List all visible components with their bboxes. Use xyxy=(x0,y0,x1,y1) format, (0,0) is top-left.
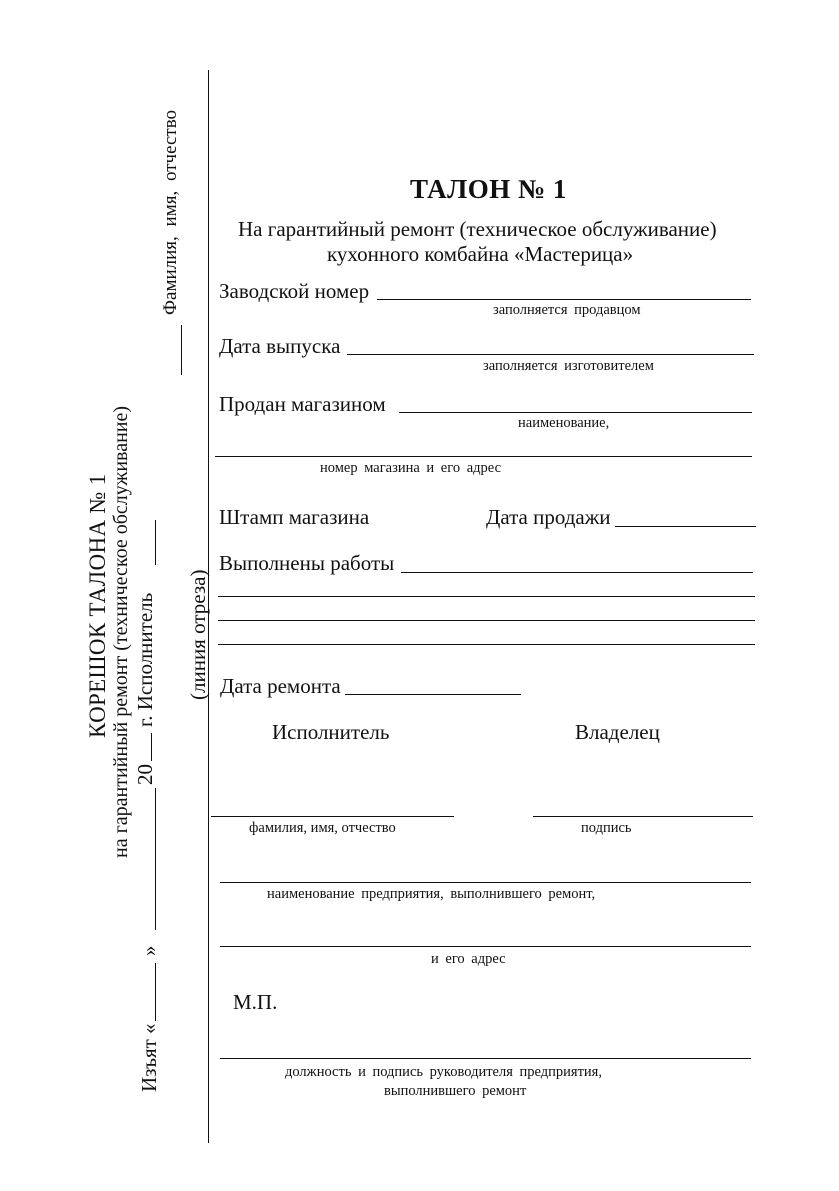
owner-label: Владелец xyxy=(575,720,660,744)
address-hint: и его адрес xyxy=(431,951,506,967)
owner-signature-field[interactable] xyxy=(533,816,753,817)
repair-date-field[interactable] xyxy=(345,694,521,695)
stub-year-blank xyxy=(151,733,152,761)
release-date-label: Дата выпуска xyxy=(219,334,341,358)
coupon-subtitle-line1: На гарантийный ремонт (техническое обслуживание) xyxy=(238,217,717,241)
stub-subtitle: на гарантийный ремонт (техническое обслуживание) xyxy=(110,405,132,858)
sale-date-field[interactable] xyxy=(615,526,756,527)
release-date-field[interactable] xyxy=(347,354,754,355)
signature-hint: подпись xyxy=(581,820,632,836)
head-hint-line2: выполнившего ремонт xyxy=(384,1083,527,1099)
shop-address-hint: номер магазина и его адрес xyxy=(320,460,502,476)
stub-month-blank-line xyxy=(155,788,156,930)
executor-fio-field[interactable] xyxy=(211,816,454,817)
serial-field[interactable] xyxy=(377,299,751,300)
stub-title: КОРЕШОК ТАЛОНА № 1 xyxy=(85,473,110,738)
sold-by-field[interactable] xyxy=(399,412,752,413)
works-label: Выполнены работы xyxy=(219,551,395,575)
stub-year-line xyxy=(133,555,159,785)
works-field-4[interactable] xyxy=(218,644,755,645)
stub-date-prefix: Изъят « xyxy=(137,1023,161,1092)
sale-date-label: Дата продажи xyxy=(486,505,611,529)
stub-removal-date xyxy=(137,892,163,1092)
stub-day-blank xyxy=(155,963,156,1021)
sold-by-hint: наименование, xyxy=(518,415,610,431)
fio-hint: фамилия, имя, отчество xyxy=(249,820,396,836)
enterprise-address-field[interactable] xyxy=(220,946,751,947)
stub-year-suffix: г. Исполнитель xyxy=(133,592,157,727)
stub-executor-blank xyxy=(155,520,156,565)
shop-address-field[interactable] xyxy=(215,456,752,457)
enterprise-hint: наименование предприятия, выполнившего ремонт, xyxy=(267,886,596,902)
enterprise-field[interactable] xyxy=(220,882,751,883)
stub-fio-label: Фамилия, имя, отчество xyxy=(160,109,181,315)
sold-by-label: Продан магазином xyxy=(219,392,386,416)
release-date-hint: заполняется изготовителем xyxy=(483,358,654,374)
head-signature-field[interactable] xyxy=(220,1058,751,1059)
stub-fio-blank xyxy=(181,325,182,375)
works-field-1[interactable] xyxy=(401,572,753,573)
cut-line-label: (линия отреза) xyxy=(186,569,210,700)
stamp-label: Штамп магазина xyxy=(219,505,370,529)
coupon-title: ТАЛОН № 1 xyxy=(410,174,567,204)
repair-date-label: Дата ремонта xyxy=(220,674,341,698)
serial-label: Заводской номер xyxy=(219,279,370,303)
works-field-2[interactable] xyxy=(218,596,755,597)
stub-year-prefix: 20 xyxy=(133,764,157,785)
seal-label: М.П. xyxy=(233,990,278,1014)
executor-label: Исполнитель xyxy=(272,720,390,744)
works-field-3[interactable] xyxy=(218,620,755,621)
stub-date-quote-close: » xyxy=(137,945,161,956)
coupon-subtitle-line2: кухонного комбайна «Мастерица» xyxy=(327,242,634,266)
head-hint-line1: должность и подпись руководителя предприятия, xyxy=(285,1064,602,1080)
serial-hint: заполняется продавцом xyxy=(493,302,641,318)
